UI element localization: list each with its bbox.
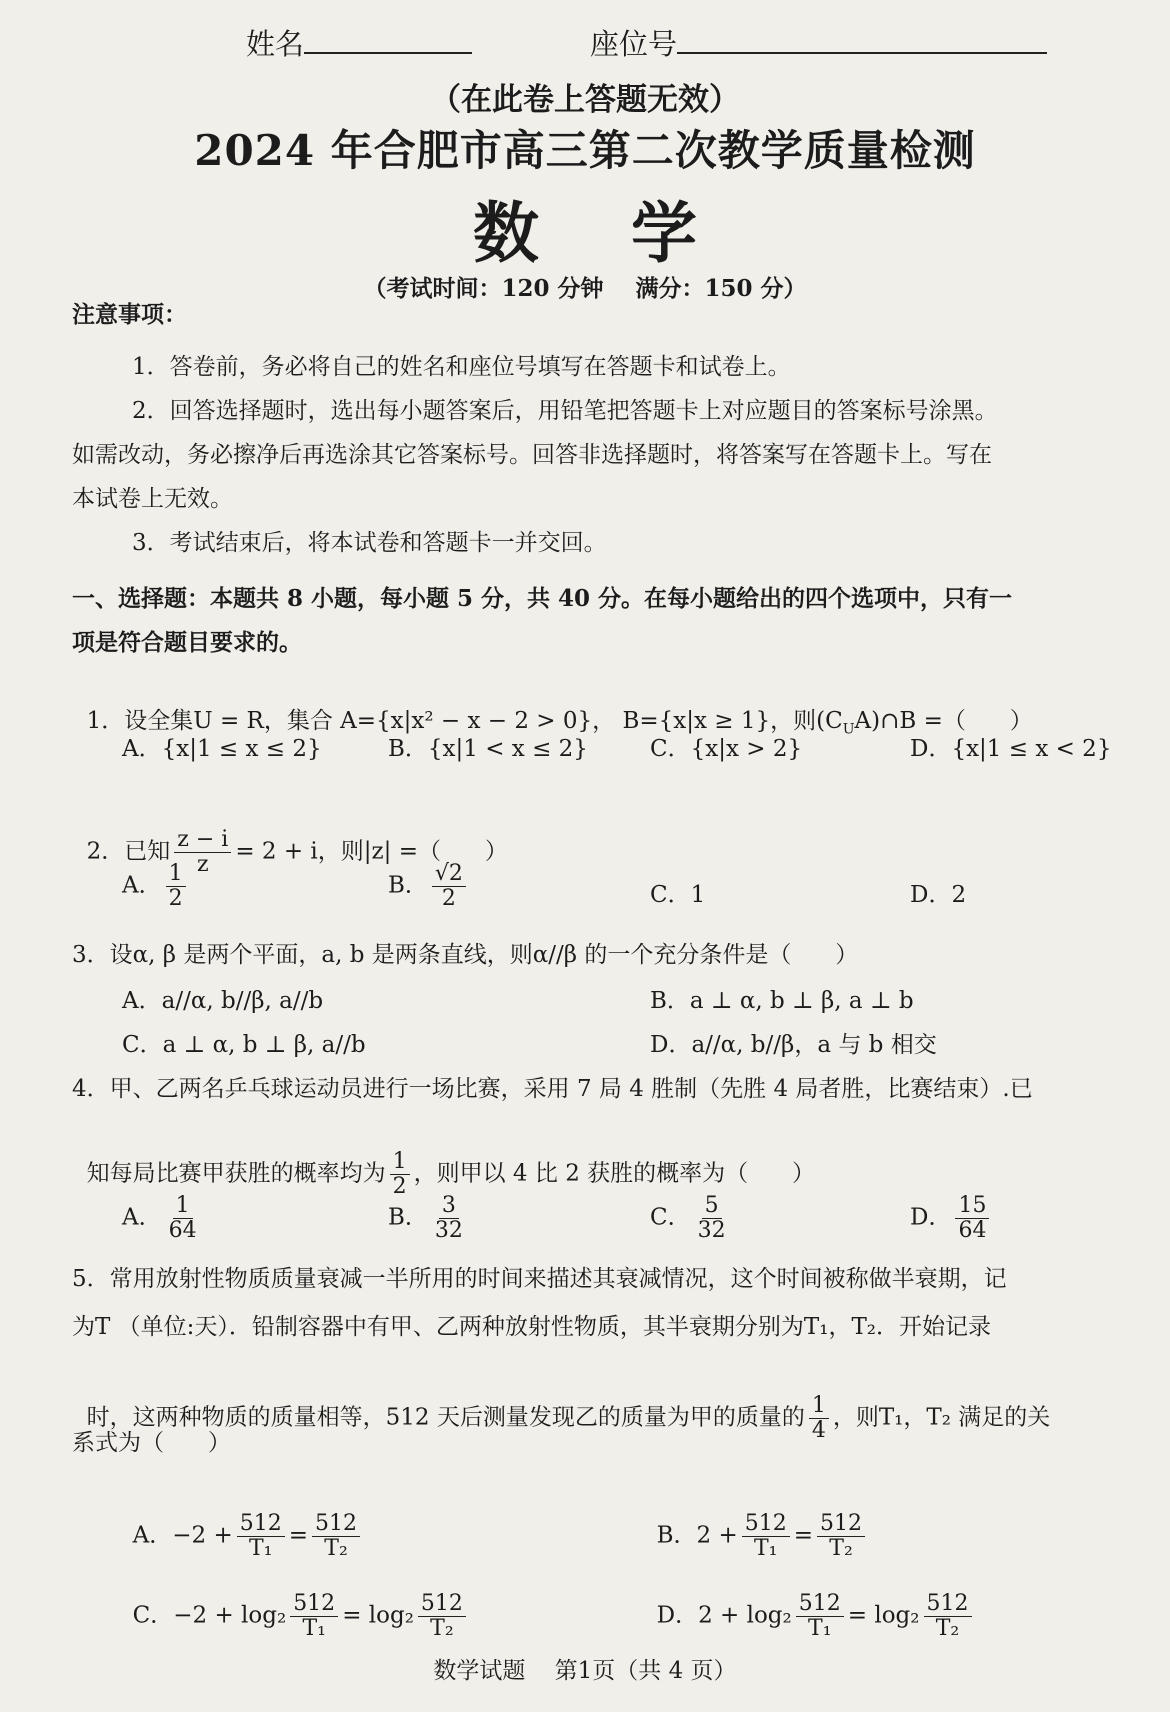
exam-title: 2024 年合肥市高三第二次教学质量检测 (194, 126, 976, 175)
note-2: 2．回答选择题时，选出每小题答案后，用铅笔把答题卡上对应题目的答案标号涂黑。 (132, 398, 998, 424)
question-5-stem: 5．常用放射性物质质量衰减一半所用的时间来描述其衰减情况，这个时间被称做半衰期，记 (72, 1266, 1007, 1292)
question-1-stem: 1．设全集U = R，集合 A={x|x² − x − 2 > 0}， B={x|x ≥ 1}，则$(C_UA)\cap B$ =（ ） (86, 708, 1033, 738)
q2-option-c: C．1 (650, 882, 706, 908)
section-heading: 一、选择题：本题共 8 小题，每小题 5 分，共 40 分。在每小题给出的四个选项中，只有一 (72, 585, 1013, 612)
question-4-stem-cont: 知每局比赛甲获胜的概率均为 $\frac{1}{2}$ ，则甲以 4 比 2 获胜的概率为（ ） (86, 1149, 816, 1199)
q1-option-c: C．{x|x > 2} (650, 736, 803, 762)
q5-option-a: A．−2 + $\frac{512}{\text{T₁}}$ = $\frac{512}{\text{T₂}}$ (118, 1482, 364, 1561)
question-2-stem: 2．已知 $\frac{z - i}{z}$ = 2 + i，则|z| =（ ） (86, 827, 508, 877)
q4-option-b: B． $\frac{3}{32}$ (388, 1193, 463, 1243)
q1-option-a: A．{x|1 ≤ x ≤ 2} (122, 736, 322, 762)
note-3: 3．考试结束后，将本试卷和答题卡一并交回。 (132, 530, 607, 556)
q5-option-d: D．2 + log₂ $\frac{512}{\text{T₁}}$ = log₂ $\frac{512}{\text{T₂}}$ (642, 1562, 976, 1641)
q3-option-a: A．a//α, b//β, a//b (122, 988, 324, 1014)
q2-option-a: A． $\frac{1}{2}$ (122, 862, 190, 911)
name-field (246, 22, 472, 63)
q3-option-b: B．a ⊥ α, b ⊥ β, a ⊥ b (650, 988, 914, 1014)
q4-option-d: D． $\frac{15}{64}$ (910, 1194, 993, 1243)
q2-option-b: B． $\frac{√2}{2}$ (388, 862, 470, 911)
section-heading-cont: 项是符合题目要求的。 (72, 629, 302, 656)
q4-option-c: C． $\frac{5}{32}$ (650, 1193, 726, 1243)
question-3-stem: 3．设α, β 是两个平面，a, b 是两条直线，则α//β 的一个充分条件是（ ） (72, 942, 859, 968)
name-blank (304, 26, 472, 54)
q4-option-a: A． $\frac{1}{64}$ (122, 1193, 197, 1243)
question-5-line2: 为T （单位:天）．铅制容器中有甲、乙两种放射性物质，其半衰期分别为T₁，T₂．开始记录 (72, 1314, 992, 1340)
note-1: 1．答卷前，务必将自己的姓名和座位号填写在答题卡和试卷上。 (132, 354, 791, 380)
name-label: 姓名 (246, 27, 305, 61)
invalid-note: （在此卷上答题无效） (430, 82, 740, 118)
seat-label: 座位号 (590, 27, 678, 61)
note-2-cont: 如需改动，务必擦净后再选涂其它答案标号。回答非选择题时，将答案写在答题卡上。写在 (72, 442, 992, 468)
question-5-line3: 时，这两种物质的质量相等，512 天后测量发现乙的质量为甲的质量的 $\frac{1}{4}$ ，则T₁，T₂ 满足的关 (86, 1393, 1051, 1443)
question-5-line4: 系式为（ ） (72, 1430, 231, 1456)
q5-option-c: C．−2 + log₂ $\frac{512}{\text{T₁}}$ = log₂ $\frac{512}{\text{T₂}}$ (118, 1562, 470, 1641)
q3-option-c: C．a ⊥ α, b ⊥ β, a//b (122, 1032, 366, 1058)
q1-option-b: B．{x|1 < x ≤ 2} (388, 736, 588, 762)
note-2-end: 本试卷上无效。 (72, 486, 233, 512)
q1-option-d: D．{x|1 ≤ x < 2} (910, 736, 1112, 762)
q3-option-d: D．a//α, b//β，a 与 b 相交 (650, 1032, 937, 1058)
page-footer: 数学试题 第1页（共 4 页） (433, 1658, 737, 1684)
question-4-stem: 4．甲、乙两名乒乓球运动员进行一场比赛，采用 7 局 4 胜制（先胜 4 局者胜，比赛结束）.已 (72, 1076, 1033, 1102)
subject-title: 数 学 (473, 194, 697, 272)
seat-blank (677, 26, 1047, 54)
notes-heading: 注意事项： (72, 301, 187, 328)
q2-option-d: D．2 (910, 882, 967, 908)
seat-field (590, 22, 1047, 63)
time-info: （考试时间：120 分钟 满分：150 分） (363, 275, 807, 302)
q5-option-b: B．2 + $\frac{512}{\text{T₁}}$ = $\frac{512}{\text{T₂}}$ (642, 1482, 869, 1561)
